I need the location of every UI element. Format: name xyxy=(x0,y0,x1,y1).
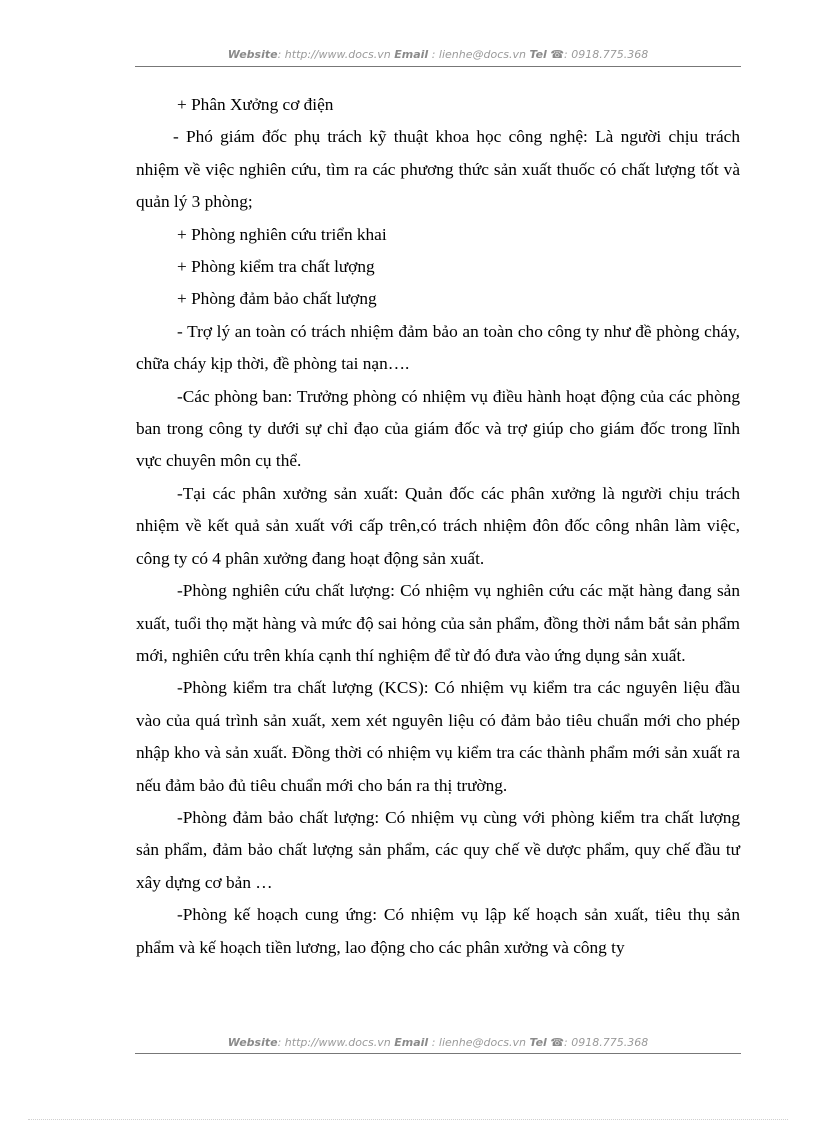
phone-icon: ☎ xyxy=(550,48,565,61)
footer-email-value[interactable]: : lienhe@docs.vn xyxy=(428,1036,526,1049)
paragraph-7: -Các phòng ban: Trưởng phòng có nhiệm vụ điều hành hoạt động của các phòng ban trong công ty dưới sự chỉ đạo của giám đốc và trợ giúp cho giám đốc trong lĩnh vực chuyên môn cụ thể. xyxy=(136,386,740,471)
paragraph-1: + Phân Xưởng cơ điện xyxy=(177,95,334,114)
paragraph-4: + Phòng kiểm tra chất lượng xyxy=(177,257,375,277)
phone-icon: ☎ xyxy=(550,1036,565,1049)
paragraph-9: -Phòng nghiên cứu chất lượng: Có nhiệm vụ nghiên cứu các mặt hàng đang sản xuất, tuổi thọ mặt hàng và mức độ sai hỏng của sản phẩm, đồng thời nắm bắt sản phẩm mới, nghiên cứu trên khía cạnh thí nghiệm để từ đó đưa vào ứng dụng sản xuất. xyxy=(136,581,740,665)
paragraph-6: - Trợ lý an toàn có trách nhiệm đảm bảo an toàn cho công ty như đề phòng cháy, chữa cháy kịp thời, đề phòng tai nạn…. xyxy=(136,321,740,374)
page-header xyxy=(135,48,741,61)
paragraph-5: + Phòng đảm bảo chất lượng xyxy=(177,289,377,309)
footer-divider xyxy=(135,1053,741,1054)
footer-email-label: Email xyxy=(394,1036,429,1049)
footer-tel-value: : 0918.775.368 xyxy=(564,1036,649,1049)
footer-website-label: Website xyxy=(227,1036,278,1049)
page-footer xyxy=(135,1036,741,1049)
header-website-label: Website xyxy=(227,48,278,61)
header-tel-value: : 0918.775.368 xyxy=(564,48,649,61)
page-bottom-dotted-border xyxy=(28,1119,788,1120)
header-email-label: Email xyxy=(394,48,429,61)
document-body xyxy=(136,89,740,964)
paragraph-12: -Phòng kế hoạch cung ứng: Có nhiệm vụ lập kế hoạch sản xuất, tiêu thụ sản phẩm và kế hoạch tiền lương, lao động cho các phân xưởng và công ty xyxy=(136,905,740,957)
footer-tel-label: Tel xyxy=(529,1036,547,1049)
paragraph-11: -Phòng đảm bảo chất lượng: Có nhiệm vụ cùng với phòng kiểm tra chất lượng sản phẩm, đảm bảo chất lượng sản phẩm, các quy chế về dược phẩm, quy chế đầu tư xây dựng cơ bản … xyxy=(136,807,740,892)
footer-website-url[interactable]: : http://www.docs.vn xyxy=(277,1036,391,1049)
header-email-value[interactable]: : lienhe@docs.vn xyxy=(428,48,526,61)
header-website-url[interactable]: : http://www.docs.vn xyxy=(277,48,391,61)
header-tel-label: Tel xyxy=(529,48,547,61)
paragraph-3: + Phòng nghiên cứu triển khai xyxy=(177,224,387,244)
paragraph-8: -Tại các phân xưởng sản xuất: Quản đốc các phân xưởng là người chịu trách nhiệm về kết quả sản xuất với cấp trên,có trách nhiệm đôn đốc công nhân làm việc, công ty có 4 phân xưởng đang hoạt động sản xuất. xyxy=(136,483,740,568)
paragraph-2: - Phó giám đốc phụ trách kỹ thuật khoa học công nghệ: Là người chịu trách nhiệm về việc nghiên cứu, tìm ra các phương thức sản xuất thuốc có chất lượng tốt và quản lý 3 phòng; xyxy=(136,127,740,212)
paragraph-10: -Phòng kiểm tra chất lượng (KCS): Có nhiệm vụ kiểm tra các nguyên liệu đầu vào của quá trình sản xuất, xem xét nguyên liệu có đảm bảo tiêu chuẩn mới cho phép nhập kho và sản xuất. Đồng thời có nhiệm vụ kiểm tra các thành phẩm mới sản xuất ra nếu đảm bảo đủ tiêu chuẩn mới cho bán ra thị trường. xyxy=(136,678,740,795)
header-divider xyxy=(135,66,741,67)
